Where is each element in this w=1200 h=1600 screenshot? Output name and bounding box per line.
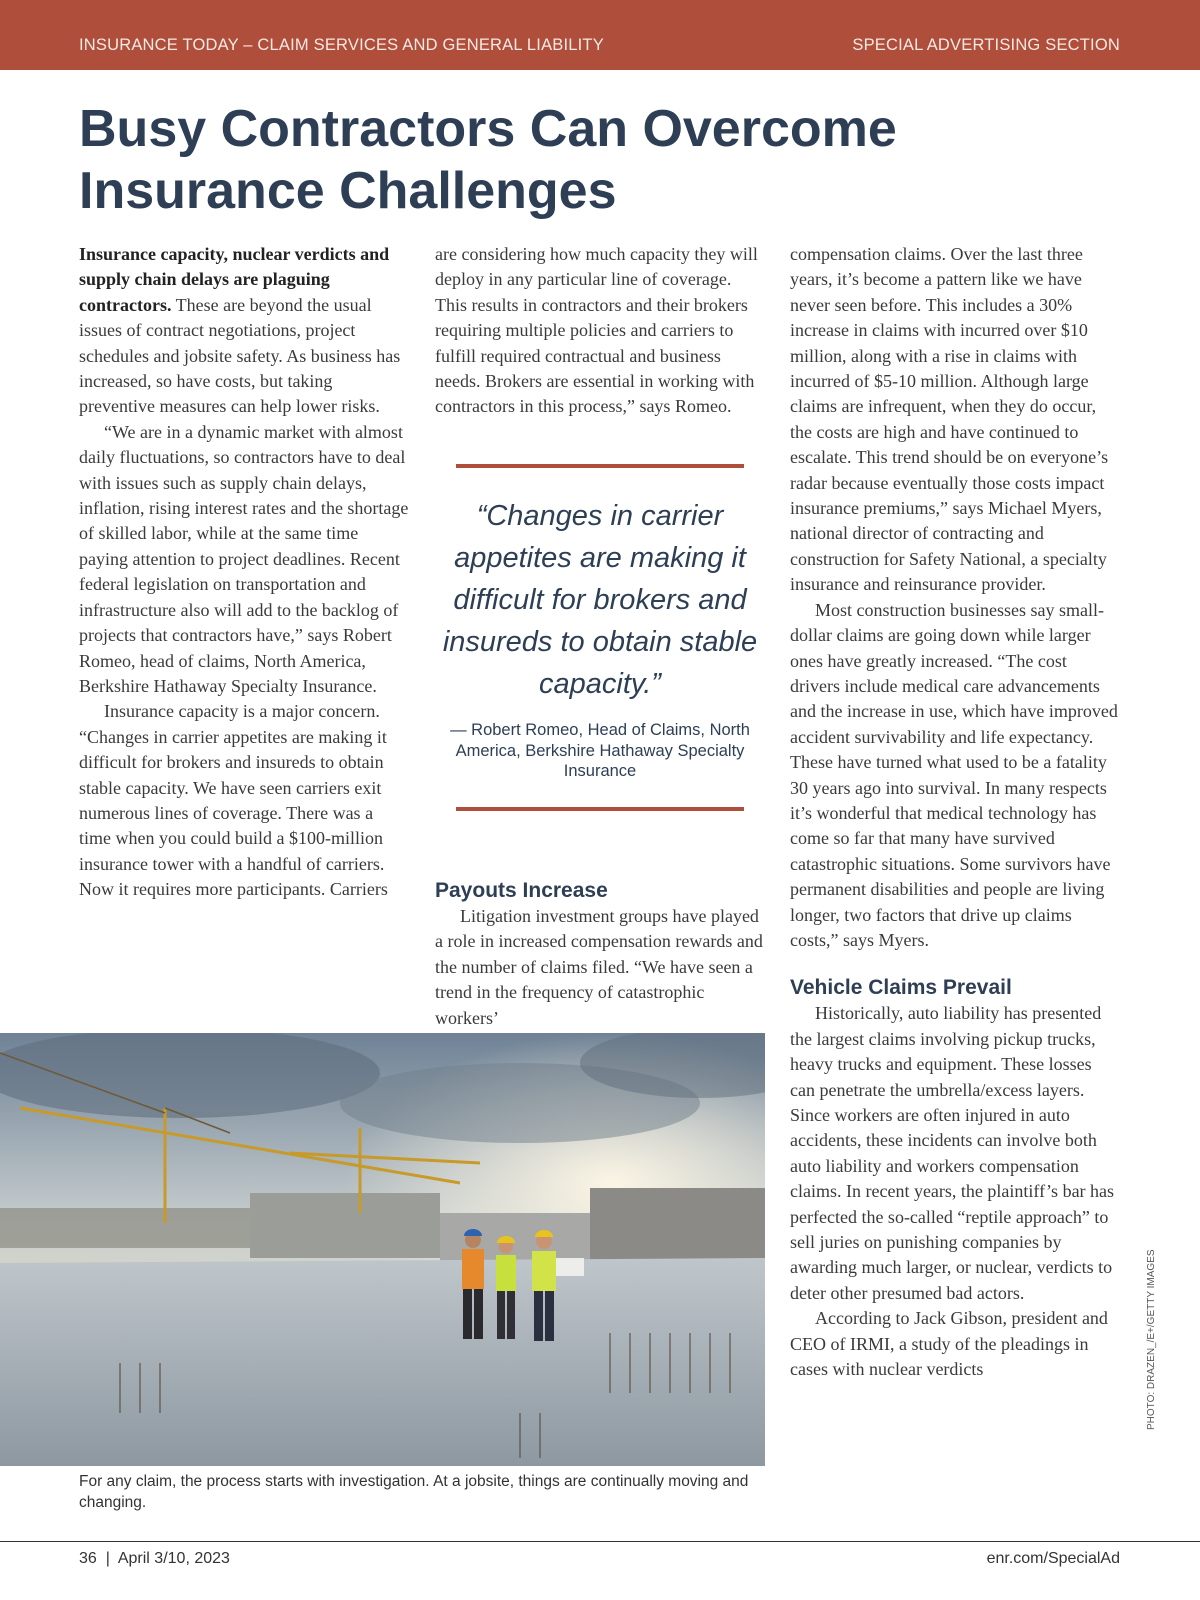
pull-quote-top-rule — [456, 464, 744, 468]
header-band — [0, 0, 1200, 70]
paragraph: compensation claims. Over the last three years, it’s become a pattern like we have never seen before. This includes a 30% increase in claims with incurred over $10 million, along with a rise in claims with incurred of $5-10 million. Although large claims are infrequent, when they do occur, the costs are high and have continued to escalate. This trend should be on everyone’s radar because eventually those costs impact insurance premiums,” says Michael Myers, national director of contracting and construction for Safety National, a specialty insurance and reinsurance provider. — [790, 244, 1109, 595]
article-title: Busy Contractors Can Overcome Insurance Challenges — [79, 100, 897, 220]
paragraph: are considering how much capacity they will deploy in any particular line of coverage. This results in contractors and their brokers requiring multiple policies and carriers to fulfill required contractual and business needs. Brokers are essential in working with contractors in this process,” says Romeo. — [435, 244, 758, 417]
section-title: INSURANCE TODAY – CLAIM SERVICES AND GENERAL LIABILITY — [79, 36, 604, 54]
construction-site-photo — [0, 1033, 765, 1466]
paragraph: Litigation investment groups have played a role in increased compensation rewards and the number of claims filed. “We have seen a trend in the frequency of catastrophic workers’ — [435, 906, 763, 1028]
subhead-vehicle-claims: Vehicle Claims Prevail — [790, 976, 1012, 1000]
column-2-lower — [435, 878, 765, 1031]
column-1 — [79, 242, 409, 903]
paragraph: Historically, auto liability has presented the largest claims involving pickup trucks, heavy trucks and equipment. These losses can penetrate the umbrella/excess layers. Since workers are often injured in auto accidents, these incidents can involve both auto liability and workers compensation claims. In recent years, the plaintiff’s bar has perfected the so-called “reptile approach” to sell juries on punishing companies by awarding much larger, or nuclear, verdicts to deter other presumed bad actors. — [790, 1003, 1115, 1303]
paragraph: According to Jack Gibson, president and CEO of IRMI, a study of the pleadings in cases with nuclear verdicts — [790, 1308, 1108, 1380]
paragraph: Most construction businesses say small-dollar claims are going down while larger ones have greatly increased. “The cost drivers include medical care advancements and the increase in use, which have improved accident survivability and life expectancy. These have turned what used to be a fatality 30 years ago into survival. In many respects it’s wonderful that medical technology has come so far that many have survived catastrophic situations. Some survivors have permanent disabilities and people are living longer, two factors that drive up claims costs,” says Myers. — [790, 599, 1118, 950]
photo-credit: PHOTO: DRAZEN_/E+/GETTY IMAGES — [1146, 1249, 1157, 1430]
paragraph: “We are in a dynamic market with almost daily fluctuations, so contractors have to deal with issues such as supply chain delays, inflation, rising interest rates and the shortage of skilled labor, while at the same time paying attention to project deadlines. Recent federal legislation on transportation and infrastructure also will add to the backlog of projects that contractors have,” says Robert Romeo, head of claims, North America, Berkshire Hathaway Specialty Insurance. — [79, 421, 409, 696]
pull-quote-attribution: — Robert Romeo, Head of Claims, North America, Berkshire Hathaway Specialty Insurance — [450, 721, 750, 780]
page-folio: 36 | April 3/10, 2023 — [79, 1550, 230, 1567]
column-2 — [435, 242, 765, 420]
lead-text: Insurance capacity, nuclear verdicts and supply chain delays are plaguing contractors. — [79, 244, 390, 315]
subhead-payouts: Payouts Increase — [435, 879, 608, 902]
section-label: SPECIAL ADVERTISING SECTION — [852, 36, 1120, 54]
pull-quote: “Changes in carrier appetites are making it difficult for brokers and insureds to obtain stable capacity.” — [442, 500, 758, 700]
paragraph: Insurance capacity is a major concern. “Changes in carrier appetites are making it difficult for brokers and insureds to obtain stable capacity. We have seen carriers exit numerous lines of coverage. There was a time when you could build a $100-million insurance tower with a handful of carriers. Now it requires more participants. Carriers — [79, 701, 388, 900]
lead-paragraph — [79, 242, 409, 420]
pull-quote-bottom-rule — [456, 807, 744, 811]
lead-rest: These are beyond the usual issues of contract negotiations, project schedules and jobsite safety. As business has increased, so have costs, but taking preventive measures can help lower risks. — [79, 294, 401, 417]
footer-url: enr.com/SpecialAd — [986, 1550, 1120, 1567]
footer-rule — [0, 1541, 1200, 1542]
column-3 — [790, 242, 1120, 1382]
photo-caption: For any claim, the process starts with investigation. At a jobsite, things are continually moving and changing. — [79, 1473, 749, 1511]
